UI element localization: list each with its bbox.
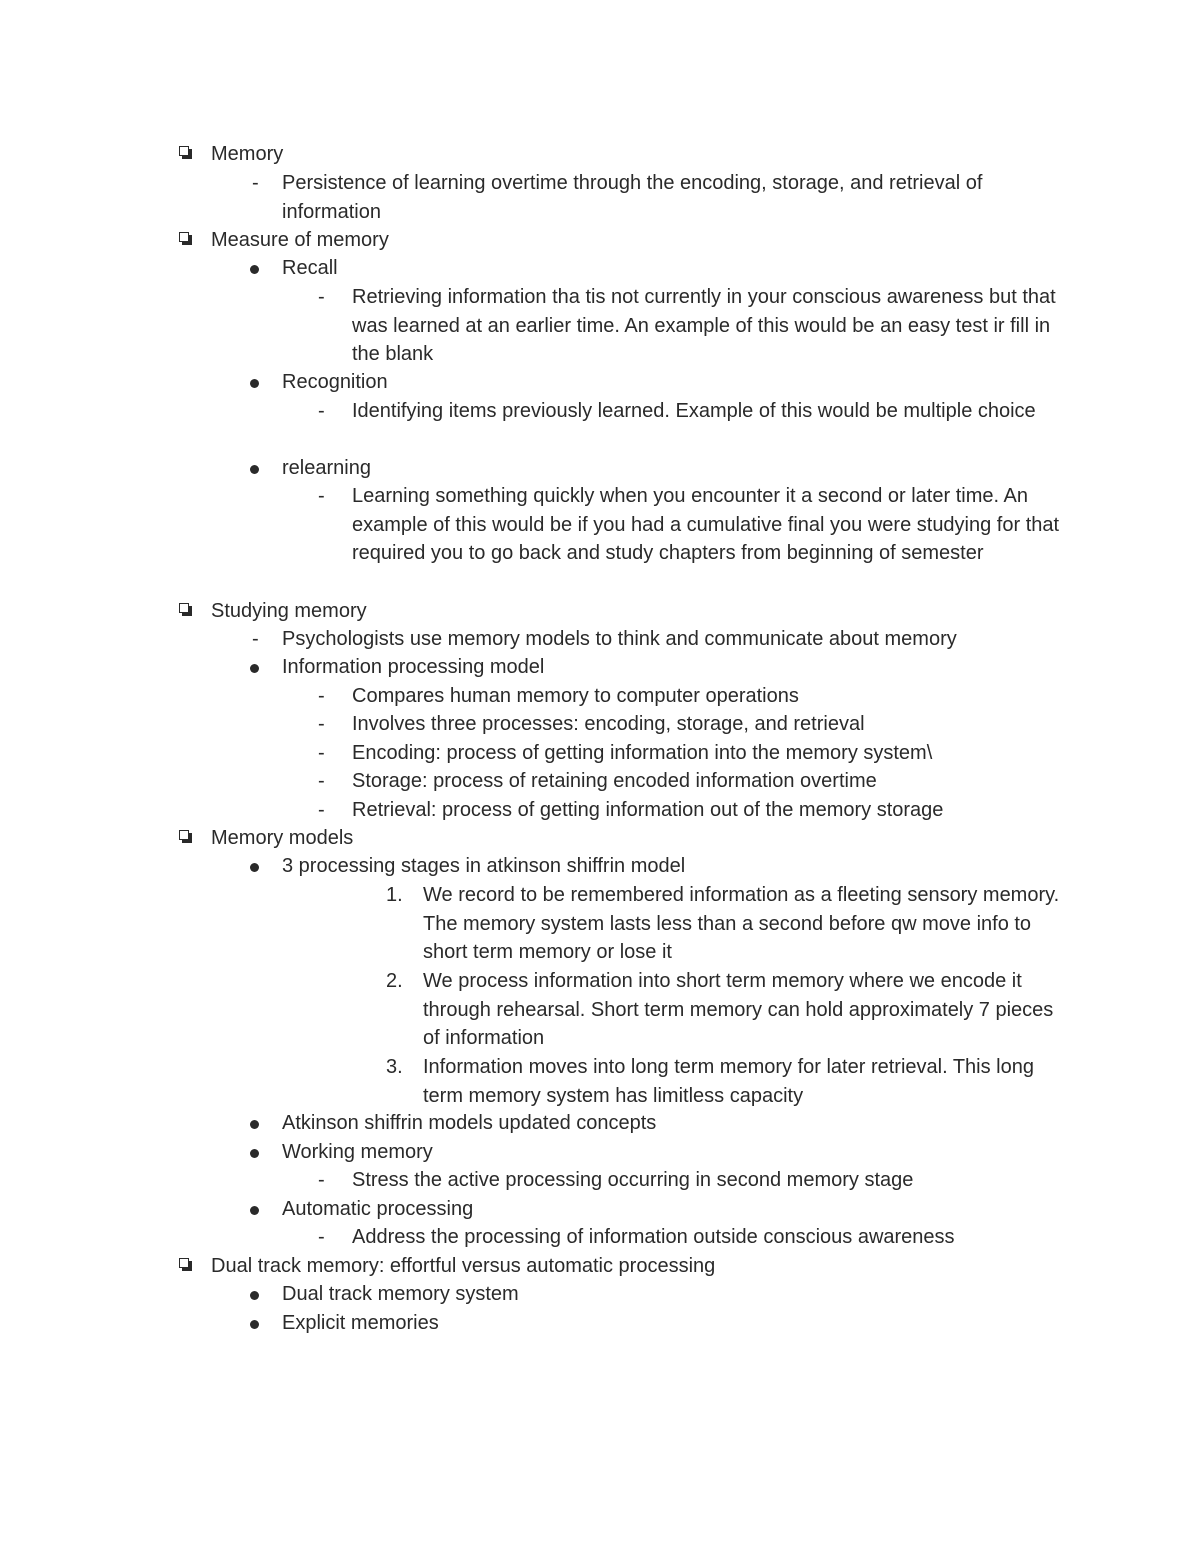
- dash-bullet-icon: -: [318, 485, 325, 507]
- list-item-text: Learning something quickly when you encounter it a second or later time. An example of this would be if you had a cumulative final you were studying for that required you to go back and study chapters from beginning of semester: [352, 485, 1060, 564]
- bullet-dot-icon: [250, 465, 259, 474]
- list-item-text: Information moves into long term memory for later retrieval. This long term memory system has limitless capacity: [423, 1056, 1034, 1107]
- dash-bullet-icon: -: [318, 1226, 325, 1248]
- dash-bullet-icon: -: [318, 799, 325, 821]
- checkbox-bullet-icon: [179, 830, 192, 843]
- list-item-text: Psychologists use memory models to think and communicate about memory: [282, 628, 957, 650]
- list-item-text: Measure of memory: [211, 229, 389, 251]
- list-item-text: Information processing model: [282, 656, 545, 678]
- list-item-text: Dual track memory: effortful versus automatic processing: [211, 1255, 716, 1277]
- list-item-text: Memory models: [211, 827, 354, 849]
- bullet-dot-icon: [250, 863, 259, 872]
- list-item-text: Persistence of learning overtime through the encoding, storage, and retrieval of information: [282, 172, 983, 223]
- dash-bullet-icon: -: [318, 742, 325, 764]
- list-item-text: Dual track memory system: [282, 1283, 519, 1305]
- list-item-text: Working memory: [282, 1141, 433, 1163]
- bullet-dot-icon: [250, 379, 259, 388]
- dash-bullet-icon: -: [252, 628, 259, 650]
- list-item-text: 3 processing stages in atkinson shiffrin model: [282, 855, 686, 877]
- list-item-text: Encoding: process of getting information into the memory system\: [352, 742, 933, 764]
- dash-bullet-icon: -: [252, 172, 259, 194]
- list-item-text: Involves three processes: encoding, storage, and retrieval: [352, 713, 865, 735]
- list-item-text: Stress the active processing occurring in second memory stage: [352, 1169, 914, 1191]
- bullet-dot-icon: [250, 1320, 259, 1329]
- dash-bullet-icon: -: [318, 685, 325, 707]
- dash-bullet-icon: -: [318, 1169, 325, 1191]
- list-item-text: We process information into short term memory where we encode it through rehearsal. Short term memory can hold approximately 7 pieces of information: [423, 970, 1054, 1049]
- list-item-text: Recall: [282, 257, 338, 279]
- dash-bullet-icon: -: [318, 770, 325, 792]
- list-item-text: Retrieval: process of getting information out of the memory storage: [352, 799, 944, 821]
- list-item-text: Memory: [211, 143, 284, 165]
- bullet-dot-icon: [250, 664, 259, 673]
- bullet-dot-icon: [250, 1120, 259, 1129]
- checkbox-bullet-icon: [179, 1258, 192, 1271]
- list-item-text: Studying memory: [211, 600, 367, 622]
- dash-bullet-icon: -: [318, 713, 325, 735]
- checkbox-bullet-icon: [179, 603, 192, 616]
- list-item-text: relearning: [282, 457, 371, 479]
- checkbox-bullet-icon: [179, 232, 192, 245]
- list-number: 3.: [386, 1056, 403, 1078]
- bullet-dot-icon: [250, 1149, 259, 1158]
- list-item-text: Explicit memories: [282, 1312, 439, 1334]
- list-item-text: Identifying items previously learned. Example of this would be multiple choice: [352, 400, 1036, 422]
- checkbox-bullet-icon: [179, 146, 192, 159]
- list-item-text: Atkinson shiffrin models updated concepts: [282, 1112, 657, 1134]
- list-item-text: We record to be remembered information as a fleeting sensory memory. The memory system lasts less than a second before qw move info to short term memory or lose it: [423, 884, 1060, 963]
- list-item-text: Compares human memory to computer operations: [352, 685, 799, 707]
- list-item-text: Retrieving information tha tis not currently in your conscious awareness but that was learned at an earlier time. An example of this would be an easy test ir fill in the blank: [352, 286, 1056, 365]
- list-item-text: Storage: process of retaining encoded information overtime: [352, 770, 877, 792]
- list-number: 2.: [386, 970, 403, 992]
- dash-bullet-icon: -: [318, 286, 325, 308]
- list-item-text: Automatic processing: [282, 1198, 474, 1220]
- list-item-text: Recognition: [282, 371, 388, 393]
- list-number: 1.: [386, 884, 403, 906]
- bullet-dot-icon: [250, 1291, 259, 1300]
- dash-bullet-icon: -: [318, 400, 325, 422]
- list-item-text: Address the processing of information outside conscious awareness: [352, 1226, 955, 1248]
- bullet-dot-icon: [250, 1206, 259, 1215]
- bullet-dot-icon: [250, 265, 259, 274]
